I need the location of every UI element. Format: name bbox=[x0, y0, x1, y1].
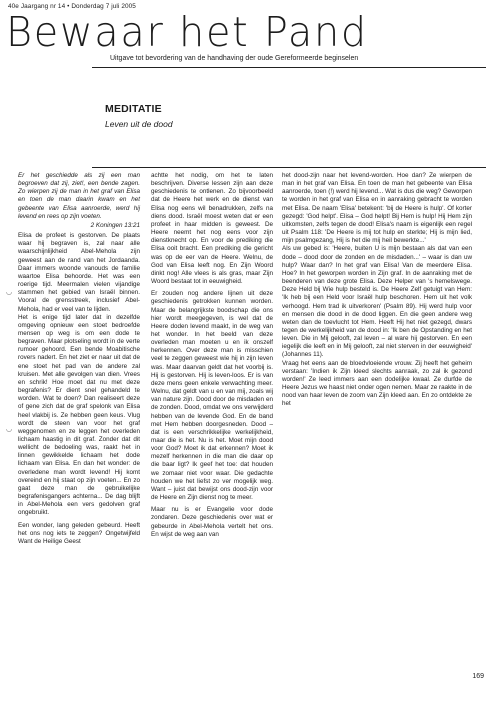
scripture-reference: 2 Koningen 13:21 bbox=[90, 221, 140, 229]
paragraph: Het is enige tijd later dat in dezelfde omgeving opnieuw een stoet bedroefde mensen op weg is om een dode te begraven. Maar plotseling wordt in de verte rumoer gehoord. Een bende Moabitische rovers nadert. En het ziet er naar uit dat de ene stoet het pad van de andere zal kruisen. Met alle gevolgen van dien. Vrees en schrik! Hoe moet dat nu met deze begrafenis? Er dient snel gehandeld te worden. Wat te doen? Dan realiseert deze of gene zich dat de graf spelonk van Elisa heel vlakbij is. Ze hebben geen keus. Vlug wordt de steen van voor het graf weggenomen en ze leggen het overleden lichaam haastig in dit graf. Zonder dat dit wellicht de bedoeling was, raakt het in linnen gewikkelde lichaam het dode lichaam van Elisa. En dan het wonder: de overledene man wordt levend! Hij komt overeind en hij staat op zijn voeten... En zo gaat deze man de gebruikelijke begrafenisgangers achterna... De dag blijft in Abel-Mehola een vers gedolven graf ongebruikt. bbox=[18, 313, 140, 517]
paragraph: Elisa de profeet is gestorven. De plaats waar hij begraven is, zal naar alle waarschijnlijkheid Abel-Mehola zijn geweest aan de rand van het Jordaanda. Daar immers woonde vanouds de familie waartoe Elisa behoorde. Het was een roerige tijd. Meermalen vielen vijandige stammen het gebied van Israël binnen. Vooral de grensstreek, inclusief Abel-Mehola, had er veel van te lijden. bbox=[18, 232, 140, 313]
header-rule bbox=[92, 67, 486, 68]
masthead-title: Bewaar het Pand bbox=[6, 8, 368, 56]
margin-mark: ◡ bbox=[6, 289, 13, 296]
rubric-rule bbox=[92, 167, 486, 168]
paragraph: Een wonder, lang geleden gebeurd. Heeft het ons nog iets te zeggen? Ongetwijfeld Want de Heilige Geest bbox=[18, 521, 140, 545]
paragraph: Vraag het eens aan de bloedvloeiende vrouw. Zij heeft het geheim verstaan: 'Indien ik Zijn kleed slechts aanraak, zo zal ik gezond worden!' Ze leed immers aan een dodelijke kwaal. Ze durfde de Heere Jezus we haast niet onder ogen nemen. Maar ze raakte in de nood van haar leven de zoom van Zijn kleed aan. En zo ontdekte ze het bbox=[282, 359, 472, 408]
rubric-subtitle: Leven uit de dood bbox=[105, 119, 173, 129]
paragraph: Er zouden nog andere lijnen uit deze geschiedenis getrokken kunnen worden. Maar de belangrijkste boodschap die ons hier wordt meegegeven, is wel dat de Heere doden levend maakt, in de weg van het wonder. In het beeld van deze overleden man moeten u en ik onszelf herkennen. Over deze man is misschien veel te zeggen geweest wie hij in zijn leven was. Maar daarvan geldt dat het voorbij is. Hij is gestorven. Hij is leven-loos. Er is van deze mens geen enkele verwachting meer. Welnu, dat geldt van u en van mij, zoals wij van nature zijn. Dood door de misdaden en de zonden. Dood, omdat we ons verwijderd hebben van de levende God. En de band met Hem hebben doorgesneden. Dood – dat is een verschrikkelijke werkelijkheid, maar die is het. Nu is het. Moet mijn dood voor God? Moet ik dat erkennen? Moet ik mezelf herkennen in die man die daar op die baar ligt? Ik geef het toe: dat houden we zomaar niet voor waar. Die gedachte houden we het liefst zo ver mogelijk weg. Want – juist dat bewijst ons dood-zijn voor de Heere en Zijn dienst nog te meer. bbox=[151, 290, 273, 502]
rubric bbox=[105, 103, 173, 129]
paragraph: achtte het nodig, om het te laten beschrijven. Diverse lessen zijn aan deze geschiedenis te ontlenen. Zo bijvoorbeeld dat de Heere het werk en de dienst van Elisa nog eens wil benadrukken, zelfs na diens dood. Israël moest weten dat er een profeet in haar midden is geweest. De Heere neemt het nog eens voor zijn dienstknecht op. En voor de prediking die Elisa ooit bracht. Een prediking die gericht was op de eer van de Heere. Welnu, de God van Elisa leeft nog. En Zijn Woord dinkt nog! Alle vlees is als gras, maar Zijn Woord bestaat tot in eeuwigheid. bbox=[151, 172, 273, 286]
margin-mark: ◡ bbox=[6, 426, 13, 433]
article-column-2 bbox=[151, 172, 273, 539]
paragraph: Als uw gebed is: 'Heere, buiten U is mijn bestaan als dat van een dode – dood door de zonden en de misdaden...' – waar is dan uw hulp? Waar dan? In het graf van Elisa! Van de meerdere Elisa. Hoe? In het geworpen worden in Zijn graf. In de aanraking met de beenderen van deze grote Elisa. Deze Helper van 's hemelswege. Deze Held bij Wie hulp besteld is. De Heere Zelf getuigt van Hem: 'Ik heb bij een Held voor Israël hulp beschoren. Hem uit het volk verhoogd. Hem trad ik uitverkoren' (Psalm 89). Hij werd hulp voor en mensen die dood in de dood liggen. En die geen andere weg weten dan de toevlucht tot Hem. Heeft Hij het niet gezegd, dwars tegen de werkelijkheid van de dood in: 'Ik ben de Opstanding en het leven. Die in Mij gelooft, zal leven – al ware hij gestorven. En een iegelijk die leeft en in Mij gelooft, zal niet sterven in der eeuwigheid' (Johannes 11). bbox=[282, 245, 472, 359]
scripture-quote: Er het geschiedde als zij een man begroeven dat zij, ziet!, een bende zagen. Zo wierpen zij de man in het graf van Elisa en toen de man daarin kwam en het gebeente van Elisa aanroerde, werd hij levend en rees op zijn voeten. bbox=[18, 172, 140, 220]
paragraph: het dood-zijn naar het levend-worden. Hoe dan? Ze wierpen de man in het graf van Elisa. En toen de man het gebeente van Elisa aanroerde, toen (!) werd hij levend... Wat is dus die weg? Geworpen te worden in het graf van Elisa en in aanraking gebracht te worden met Elisa. De naam 'Elisa' betekent: 'bij de Heere is hulp'. Of korter gezegd: 'God helpt'. Elisa – God helpt! Bij Hem is hulp! Hij Hem zijn uitkomsten, zelfs tegen de dood! Elisa's naam is eigenlijk een regel uit Psalm 118: 'De Heere is mij tot hulp en sterkte; Hij is mijn lied, mijn psalmgezang, Hij is het die mij heil bewerkte...' bbox=[282, 172, 472, 245]
article-column-3 bbox=[282, 172, 472, 409]
page-number: 169 bbox=[472, 673, 484, 680]
masthead-subtitle: Uitgave tot bevordering van de handhaving der oude Gereformeerde beginselen bbox=[110, 55, 359, 62]
issue-line: 40e Jaargang nr 14 • Donderdag 7 juli 2005 bbox=[8, 3, 136, 10]
rubric-title: MEDITATIE bbox=[105, 103, 162, 115]
article-column-1 bbox=[18, 172, 140, 546]
paragraph: Maar nu is er Evangelie voor dode zondaren. Deze geschiedenis over wat er gebeurde in Abel-Mehola vertelt het ons. En wijst de weg aan van bbox=[151, 506, 273, 538]
